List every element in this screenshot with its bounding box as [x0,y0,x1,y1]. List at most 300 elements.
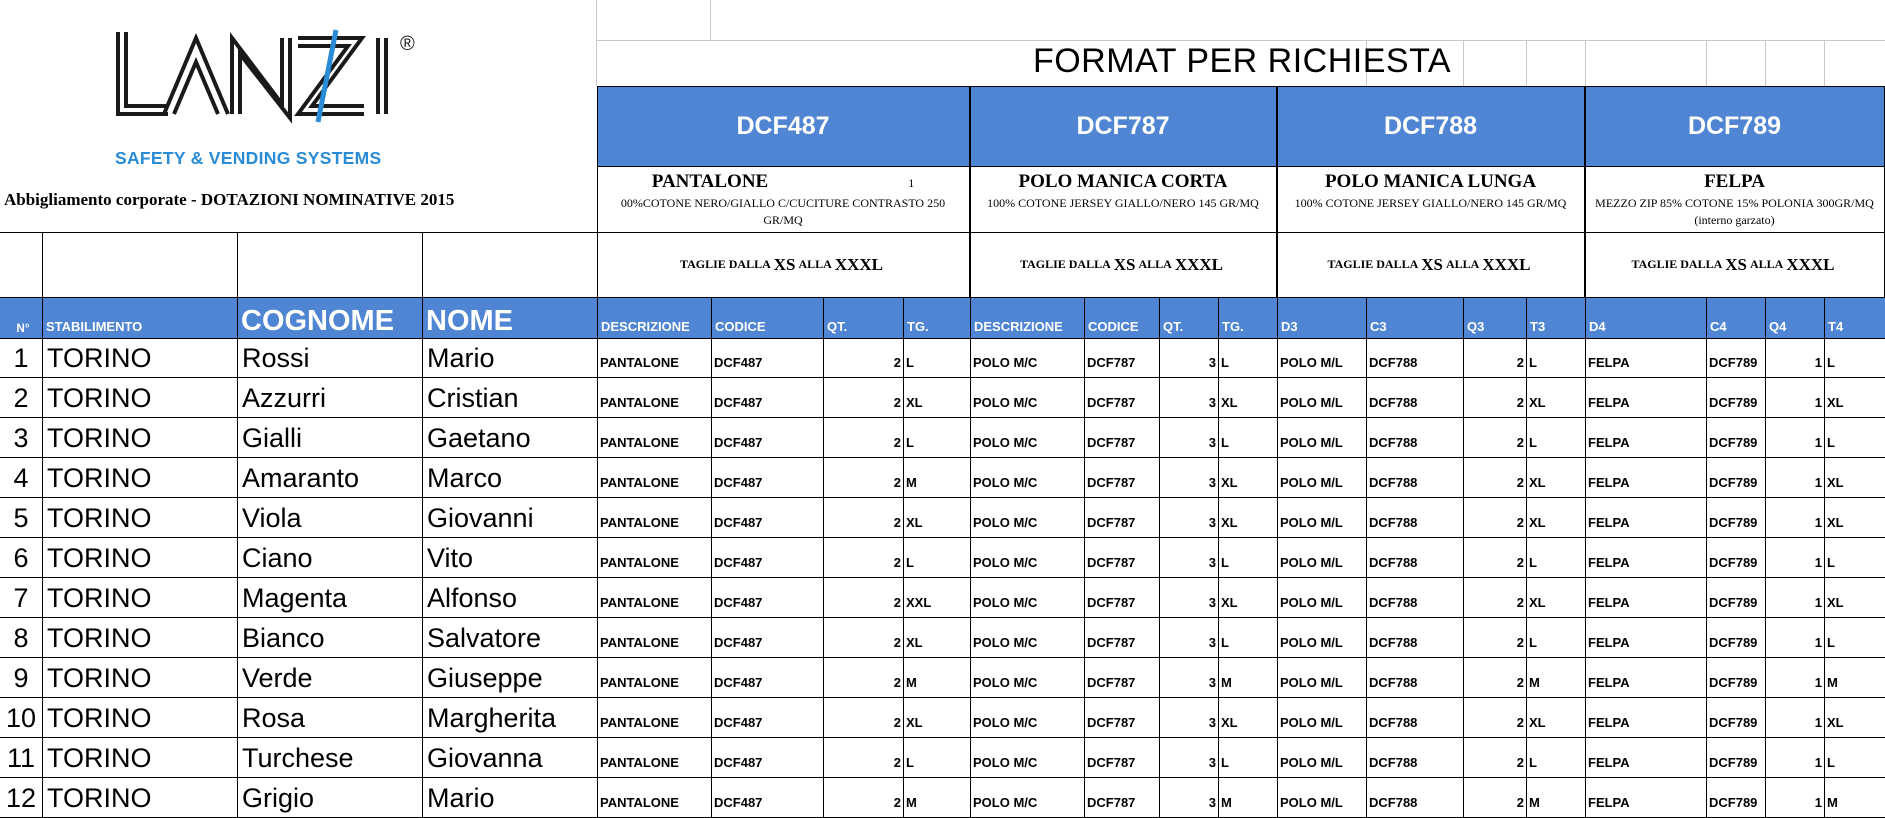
table-cell[interactable]: FELPA [1588,554,1630,570]
table-cell[interactable]: POLO M/C [973,714,1038,730]
table-cell[interactable]: FELPA [1588,394,1630,410]
table-cell[interactable]: PANTALONE [600,354,679,370]
table-cell[interactable]: POLO M/C [973,514,1038,530]
column-header-11[interactable]: TG. [1222,319,1244,334]
table-cell[interactable]: DCF788 [1369,674,1418,690]
table-cell[interactable]: M [1221,794,1232,810]
table-cell[interactable]: M [1221,674,1232,690]
table-cell[interactable]: L [906,354,914,370]
table-cell[interactable]: POLO M/C [973,794,1038,810]
table-cell[interactable]: DCF487 [714,594,763,610]
table-cell[interactable]: PANTALONE [600,394,679,410]
column-header-16[interactable]: D4 [1589,319,1606,334]
table-cell[interactable]: Vito [427,542,474,573]
table-cell[interactable]: Verde [242,662,313,693]
table-cell[interactable]: DCF787 [1087,434,1136,450]
table-cell[interactable]: L [1827,354,1835,370]
table-cell[interactable]: Giuseppe [427,662,543,693]
product-code-header: DCF788 [1277,86,1585,166]
table-cell[interactable]: 3 [1208,634,1216,650]
table-cell[interactable]: XXL [906,594,932,610]
table-cell[interactable]: DCF788 [1369,474,1418,490]
table-cell[interactable]: FELPA [1588,754,1630,770]
table-cell[interactable]: XL [906,514,923,530]
table-cell[interactable]: 2 [893,674,901,690]
table-cell[interactable]: XL [906,394,923,410]
table-cell[interactable]: POLO M/C [973,474,1038,490]
table-cell[interactable]: FELPA [1588,594,1630,610]
table-cell[interactable]: DCF789 [1709,714,1758,730]
table-cell[interactable]: DCF787 [1087,754,1136,770]
table-cell[interactable]: XL [1529,394,1546,410]
table-cell[interactable]: 3 [1208,434,1216,450]
product-detail: 100% COTONE JERSEY GIALLO/NERO 145 GR/MQ [1294,196,1567,210]
table-cell[interactable]: Mario [427,342,495,373]
table-cell[interactable]: 3 [1208,674,1216,690]
table-cell[interactable]: Bianco [242,622,325,653]
table-cell[interactable]: 2 [1516,594,1524,610]
table-cell[interactable]: XL [1529,474,1546,490]
table-cell[interactable]: 3 [1208,474,1216,490]
table-cell[interactable]: 2 [13,382,29,413]
product-description [970,166,1277,232]
table-cell[interactable]: 3 [1208,514,1216,530]
table-cell[interactable]: FELPA [1588,434,1630,450]
table-cell[interactable]: POLO M/C [973,434,1038,450]
table-cell[interactable]: TORINO [47,782,152,813]
table-cell[interactable]: DCF789 [1709,354,1758,370]
gridline [710,0,711,40]
product-detail: 00%COTONE NERO/GIALLO C/CUCITURE CONTRASTO 250 GR/MQ [620,196,946,227]
column-header-2[interactable]: COGNOME [241,305,395,337]
table-cell[interactable]: POLO M/L [1280,794,1343,810]
table-cell[interactable]: 1 [1814,754,1822,770]
table-cell[interactable]: Rossi [242,342,310,373]
table-cell[interactable]: L [906,754,914,770]
lanzi-logo-icon [112,26,432,126]
column-divider [711,297,712,818]
table-cell[interactable]: 1 [13,342,29,373]
table-cell[interactable]: TORINO [47,622,152,653]
size-range-from: XS [1421,254,1443,274]
brand-tagline: SAFETY & VENDING SYSTEMS [115,148,382,168]
table-cell[interactable]: Margherita [427,702,557,733]
table-cell[interactable]: 2 [893,594,901,610]
table-cell[interactable]: TORINO [47,342,152,373]
table-cell[interactable]: POLO M/C [973,354,1038,370]
table-cell[interactable]: DCF487 [714,394,763,410]
table-cell[interactable]: M [906,674,917,690]
table-cell[interactable]: PANTALONE [600,594,679,610]
size-range-from: XS [1113,254,1136,274]
column-header-18[interactable]: Q4 [1769,319,1787,334]
company-logo [112,26,432,126]
table-cell[interactable]: M [1529,794,1540,810]
table-cell[interactable]: 2 [1516,754,1524,770]
table-cell[interactable]: TORINO [47,582,152,613]
column-divider [1706,297,1707,818]
table-cell[interactable]: Cristian [427,382,519,413]
table-cell[interactable]: XL [1221,394,1238,410]
table-cell[interactable]: 1 [1814,794,1822,810]
column-header-4[interactable]: DESCRIZIONE [601,319,690,334]
column-header-3[interactable]: NOME [426,305,513,337]
table-cell[interactable]: 2 [893,754,901,770]
table-cell[interactable]: 2 [893,474,901,490]
table-cell[interactable]: XL [1529,714,1546,730]
table-row [0,778,1885,818]
table-cell[interactable]: DCF787 [1087,474,1136,490]
table-cell[interactable]: L [1827,554,1835,570]
table-cell[interactable]: 1 [1814,594,1822,610]
table-cell[interactable]: FELPA [1588,714,1630,730]
table-cell[interactable]: XL [1827,514,1844,530]
table-cell[interactable]: DCF788 [1369,794,1418,810]
table-cell[interactable]: POLO M/C [973,594,1038,610]
table-cell[interactable]: 2 [893,394,901,410]
product-size-range [1585,232,1885,297]
table-cell[interactable]: PANTALONE [600,474,679,490]
table-cell[interactable]: PANTALONE [600,554,679,570]
table-cell[interactable]: M [1827,794,1838,810]
table-cell[interactable]: Viola [242,502,302,533]
table-cell[interactable]: DCF789 [1709,754,1758,770]
table-cell[interactable]: DCF788 [1369,594,1418,610]
table-cell[interactable]: 1 [1814,434,1822,450]
table-cell[interactable]: Gialli [242,422,303,453]
table-cell[interactable]: 1 [1814,514,1822,530]
table-cell[interactable]: Marco [427,462,503,493]
table-cell[interactable]: DCF788 [1369,554,1418,570]
table-cell[interactable]: DCF789 [1709,434,1758,450]
table-cell[interactable]: DCF487 [714,434,763,450]
table-cell[interactable]: DCF789 [1709,394,1758,410]
table-cell[interactable]: 1 [1814,554,1822,570]
table-cell[interactable]: FELPA [1588,514,1630,530]
product-size-range [1277,232,1585,297]
product-description [1585,166,1885,232]
column-header-9[interactable]: CODICE [1088,319,1139,334]
table-cell[interactable]: DCF487 [714,514,763,530]
product-name [1277,171,1584,193]
table-cell[interactable]: 3 [1208,394,1216,410]
table-cell[interactable]: DCF787 [1087,794,1136,810]
table-cell[interactable]: 2 [1516,394,1524,410]
table-cell[interactable]: 2 [1516,714,1524,730]
table-cell[interactable]: L [1221,754,1229,770]
table-cell[interactable]: DCF487 [714,634,763,650]
column-header-1[interactable]: STABILIMENTO [46,319,143,334]
table-cell[interactable]: Rosa [242,702,306,733]
table-cell[interactable]: M [1529,674,1540,690]
product-name-text: POLO MANICA CORTA [1018,171,1228,192]
table-cell[interactable]: Salvatore [427,622,542,653]
table-cell[interactable]: 10 [5,702,37,733]
table-cell[interactable]: L [1827,754,1835,770]
column-header-6[interactable]: QT. [827,319,848,334]
table-cell[interactable]: PANTALONE [600,714,679,730]
table-cell[interactable]: 2 [893,514,901,530]
column-header-7[interactable]: TG. [907,319,929,334]
table-cell[interactable]: L [1221,634,1229,650]
table-cell[interactable]: L [1529,434,1537,450]
table-cell[interactable]: DCF487 [714,474,763,490]
table-cell[interactable]: POLO M/L [1280,674,1343,690]
table-cell[interactable]: 4 [13,462,29,493]
table-cell[interactable]: POLO M/L [1280,514,1343,530]
table-cell[interactable]: 9 [13,662,29,693]
column-divider [1585,86,1586,818]
table-cell[interactable]: DCF788 [1369,754,1418,770]
table-cell[interactable]: Ciano [242,542,313,573]
table-cell[interactable]: 2 [1516,634,1524,650]
table-cell[interactable]: XL [1221,474,1238,490]
table-cell[interactable]: 1 [1814,354,1822,370]
table-cell[interactable]: POLO M/L [1280,354,1343,370]
row-divider [597,166,1885,167]
table-cell[interactable]: XL [1827,714,1844,730]
table-cell[interactable]: Gaetano [427,422,531,453]
table-cell[interactable]: TORINO [47,502,152,533]
table-cell[interactable]: XL [1221,714,1238,730]
table-cell[interactable]: DCF487 [714,794,763,810]
product-detail: 100% COTONE JERSEY GIALLO/NERO 145 GR/MQ [987,196,1259,210]
table-cell[interactable]: POLO M/L [1280,714,1343,730]
table-cell[interactable]: DCF487 [714,354,763,370]
table-cell[interactable]: L [1827,434,1835,450]
table-cell[interactable]: L [1529,554,1537,570]
product-code-header: DCF789 [1585,86,1885,166]
table-cell[interactable]: FELPA [1588,634,1630,650]
table-cell[interactable]: M [906,794,917,810]
table-cell[interactable]: PANTALONE [600,634,679,650]
table-cell[interactable]: DCF788 [1369,634,1418,650]
column-header-19[interactable]: T4 [1828,319,1844,334]
table-cell[interactable]: M [906,474,917,490]
size-range-mid: ALLA [798,257,832,271]
table-cell[interactable]: Turchese [242,742,354,773]
table-cell[interactable]: 2 [1516,354,1524,370]
size-range-prefix: TAGLIE DALLA [679,257,771,271]
table-cell[interactable]: 3 [1208,794,1216,810]
table-cell[interactable]: 2 [893,434,901,450]
column-header-15[interactable]: T3 [1530,319,1546,334]
table-cell[interactable]: XL [1827,394,1844,410]
column-divider [1765,297,1766,818]
table-cell[interactable]: L [1529,634,1537,650]
table-cell[interactable]: 2 [1516,674,1524,690]
table-cell[interactable]: DCF789 [1709,594,1758,610]
table-cell[interactable]: PANTALONE [600,434,679,450]
column-header-13[interactable]: C3 [1370,319,1387,334]
table-cell[interactable]: POLO M/C [973,554,1038,570]
table-cell[interactable]: M [1827,674,1838,690]
table-cell[interactable]: DCF487 [714,554,763,570]
table-cell[interactable]: L [1221,434,1229,450]
table-cell[interactable]: Amaranto [242,462,360,493]
table-cell[interactable]: Giovanna [427,742,543,773]
table-cell[interactable]: DCF789 [1709,514,1758,530]
table-cell[interactable]: DCF789 [1709,474,1758,490]
table-cell[interactable]: DCF487 [714,714,763,730]
table-cell[interactable]: 2 [893,634,901,650]
table-cell[interactable]: DCF487 [714,754,763,770]
table-cell[interactable]: XL [906,634,923,650]
table-row [0,418,1885,458]
table-cell[interactable]: DCF788 [1369,354,1418,370]
table-cell[interactable]: DCF788 [1369,394,1418,410]
table-cell[interactable]: PANTALONE [600,514,679,530]
table-cell[interactable]: DCF787 [1087,554,1136,570]
table-cell[interactable]: DCF487 [714,674,763,690]
table-cell[interactable]: 2 [1516,514,1524,530]
table-cell[interactable]: FELPA [1588,794,1630,810]
table-cell[interactable]: DCF788 [1369,514,1418,530]
table-cell[interactable]: POLO M/L [1280,554,1343,570]
table-cell[interactable]: TORINO [47,662,152,693]
table-cell[interactable]: TORINO [47,462,152,493]
product-code-header: DCF787 [970,86,1277,166]
table-cell[interactable]: DCF789 [1709,554,1758,570]
table-cell[interactable]: DCF787 [1087,714,1136,730]
table-cell[interactable]: 1 [1814,394,1822,410]
table-cell[interactable]: 1 [1814,634,1822,650]
table-cell[interactable]: DCF787 [1087,354,1136,370]
table-cell[interactable]: DCF787 [1087,594,1136,610]
table-cell[interactable]: XL [1221,514,1238,530]
table-cell[interactable]: 3 [1208,554,1216,570]
table-cell[interactable]: 6 [13,542,29,573]
table-cell[interactable]: 5 [13,502,29,533]
table-cell[interactable]: DCF789 [1709,674,1758,690]
table-cell[interactable]: 2 [1516,474,1524,490]
table-cell[interactable]: L [1827,634,1835,650]
table-cell[interactable]: FELPA [1588,474,1630,490]
table-cell[interactable]: L [1529,354,1537,370]
table-cell[interactable]: FELPA [1588,674,1630,690]
table-cell[interactable]: XL [1529,514,1546,530]
table-cell[interactable]: 1 [1814,474,1822,490]
table-cell[interactable]: 3 [1208,754,1216,770]
gridline [597,40,1885,41]
column-header-12[interactable]: D3 [1281,319,1298,334]
table-cell[interactable]: XL [1221,594,1238,610]
table-cell[interactable]: TORINO [47,742,152,773]
table-cell[interactable]: POLO M/L [1280,754,1343,770]
table-cell[interactable]: DCF787 [1087,634,1136,650]
table-cell[interactable]: DCF787 [1087,674,1136,690]
table-cell[interactable]: DCF789 [1709,794,1758,810]
table-cell[interactable]: PANTALONE [600,674,679,690]
table-cell[interactable]: XL [1529,594,1546,610]
table-cell[interactable]: POLO M/L [1280,594,1343,610]
table-cell[interactable]: Giovanni [427,502,534,533]
table-cell[interactable]: PANTALONE [600,794,679,810]
column-divider [422,232,423,818]
table-cell[interactable]: TORINO [47,542,152,573]
table-cell[interactable]: TORINO [47,382,152,413]
table-cell[interactable]: TORINO [47,702,152,733]
column-divider [1159,297,1160,818]
column-divider [903,297,904,818]
table-cell[interactable]: L [906,434,914,450]
table-cell[interactable]: Grigio [242,782,315,813]
table-cell[interactable]: 1 [1814,714,1822,730]
table-cell[interactable]: PANTALONE [600,754,679,770]
table-cell[interactable]: L [1221,554,1229,570]
table-cell[interactable]: L [1221,354,1229,370]
table-cell[interactable]: DCF788 [1369,434,1418,450]
table-cell[interactable]: 2 [893,554,901,570]
table-cell[interactable]: 1 [1814,674,1822,690]
table-cell[interactable]: Magenta [242,582,348,613]
table-cell[interactable]: XL [906,714,923,730]
table-cell[interactable]: POLO M/C [973,634,1038,650]
size-range-mid: ALLA [1138,257,1172,271]
table-cell[interactable]: 2 [893,794,901,810]
product-name-text: FELPA [1704,171,1765,192]
table-cell[interactable]: 2 [1516,554,1524,570]
product-description [597,166,970,232]
column-divider [237,232,238,818]
table-cell[interactable]: FELPA [1588,354,1630,370]
table-cell[interactable]: Mario [427,782,495,813]
column-header-5[interactable]: CODICE [715,319,766,334]
table-cell[interactable]: 2 [1516,794,1524,810]
table-cell[interactable]: XL [1827,594,1844,610]
column-header-0[interactable]: N° [16,323,30,335]
table-cell[interactable]: 3 [1208,594,1216,610]
table-cell[interactable]: L [1529,754,1537,770]
table-cell[interactable]: 3 [13,422,29,453]
table-cell[interactable]: POLO M/C [973,674,1038,690]
table-cell[interactable]: Azzurri [242,382,327,413]
product-name-text: PANTALONE [651,171,769,192]
table-cell[interactable]: POLO M/L [1280,434,1343,450]
table-cell[interactable]: TORINO [47,422,152,453]
table-cell[interactable]: 12 [5,782,37,813]
column-header-14[interactable]: Q3 [1467,319,1485,334]
table-cell[interactable]: 2 [1516,434,1524,450]
table-cell[interactable]: 7 [13,582,29,613]
table-cell[interactable]: 3 [1208,354,1216,370]
column-divider [42,232,43,818]
table-cell[interactable]: DCF787 [1087,394,1136,410]
table-cell[interactable]: 3 [1208,714,1216,730]
table-cell[interactable]: Alfonso [427,582,518,613]
table-cell[interactable]: 11 [6,742,36,773]
size-range-prefix: TAGLIE DALLA [1327,257,1419,271]
table-row [0,578,1885,618]
table-cell[interactable]: 2 [893,714,901,730]
table-cell[interactable]: DCF789 [1709,634,1758,650]
table-cell[interactable]: L [906,554,914,570]
table-cell[interactable]: POLO M/C [973,754,1038,770]
table-cell[interactable]: DCF788 [1369,714,1418,730]
table-cell[interactable]: 2 [893,354,901,370]
table-cell[interactable]: POLO M/L [1280,474,1343,490]
table-cell[interactable]: DCF787 [1087,514,1136,530]
table-cell[interactable]: XL [1827,474,1844,490]
column-header-17[interactable]: C4 [1710,319,1727,334]
table-cell[interactable]: POLO M/L [1280,634,1343,650]
size-range-mid: ALLA [1446,257,1480,271]
table-cell[interactable]: 8 [13,622,29,653]
table-cell[interactable]: POLO M/L [1280,394,1343,410]
table-cell[interactable]: POLO M/C [973,394,1038,410]
column-header-8[interactable]: DESCRIZIONE [974,319,1063,334]
column-header-10[interactable]: QT. [1163,319,1184,334]
